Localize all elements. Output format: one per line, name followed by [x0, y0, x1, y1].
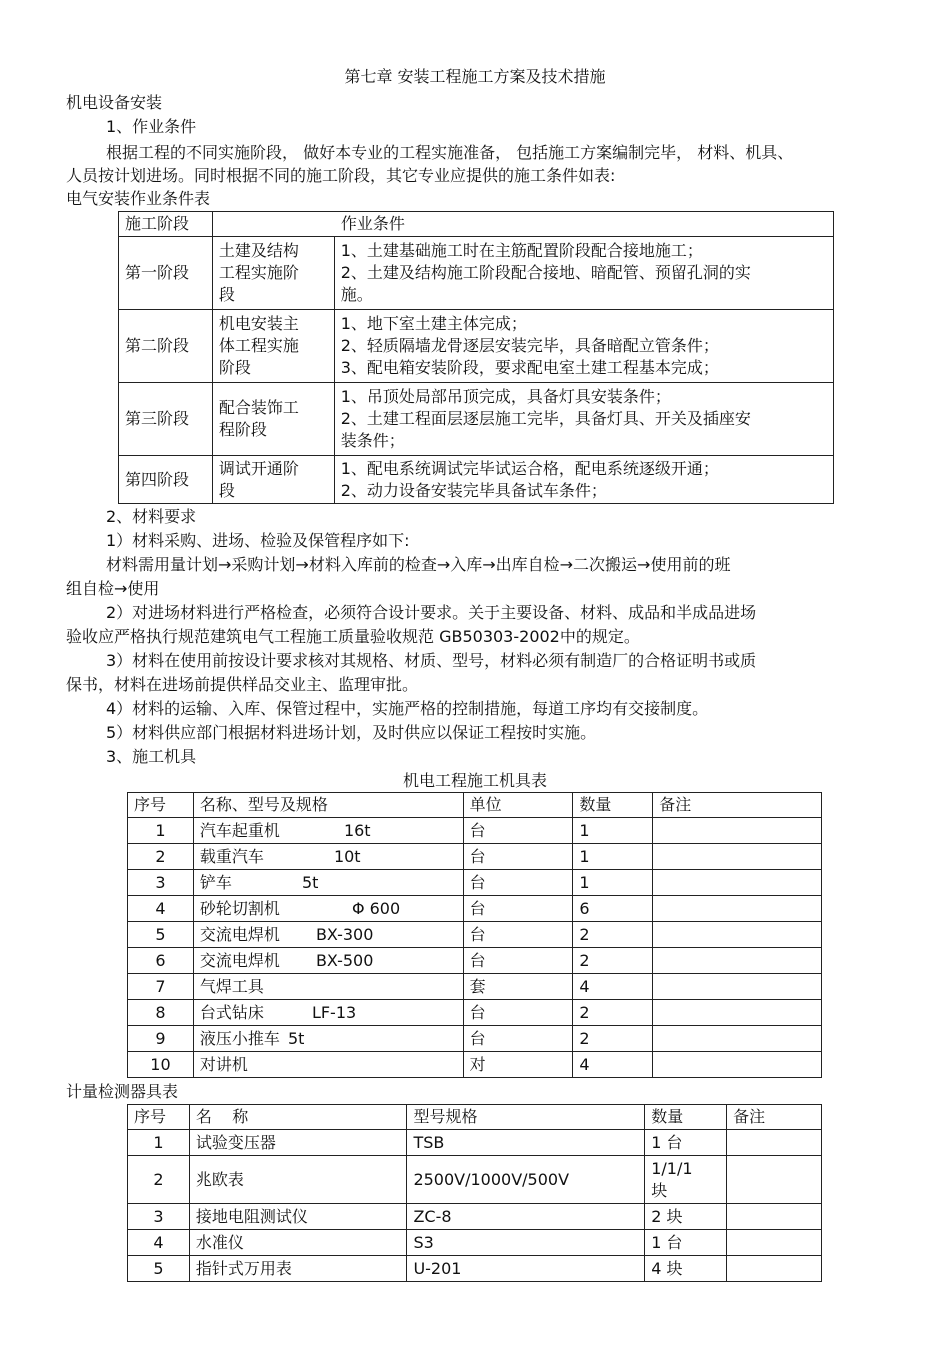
phase-cell: 机电安装主 体工程实施 阶段 [212, 310, 334, 383]
header-cell: 型号规格 [407, 1105, 645, 1130]
header-cell: 施工阶段 [119, 212, 213, 237]
no-cell: 3 [128, 870, 194, 896]
paragraph-line: 5）材料供应部门根据材料进场计划，及时供应以保证工程按时实施。 [106, 723, 597, 742]
table-caption-instruments: 计量检测器具表 [66, 1082, 179, 1101]
header-cell: 单位 [463, 793, 573, 818]
qty-cell: 2 [573, 1026, 653, 1052]
unit-cell: 对 [463, 1052, 573, 1078]
note-cell [727, 1230, 822, 1256]
name-cell: 铲车 5t [193, 870, 463, 896]
no-cell: 8 [128, 1000, 194, 1026]
note-cell [653, 1052, 822, 1078]
table-row [128, 1256, 822, 1282]
no-cell: 4 [128, 896, 194, 922]
qty-cell: 2 块 [645, 1204, 727, 1230]
table-row [128, 922, 822, 948]
header-cell: 名称、型号及规格 [193, 793, 463, 818]
conditions-cell: 1、配电系统调试完毕试运合格，配电系统逐级开通； 2、动力设备安装完毕具备试车条件； [334, 456, 833, 504]
name-cell: 兆欧表 [189, 1156, 407, 1204]
unit-cell: 台 [463, 896, 573, 922]
table-row [128, 1230, 822, 1256]
qty-cell: 1 台 [645, 1230, 727, 1256]
table-header-row [128, 1105, 822, 1130]
table-row [119, 383, 834, 456]
phase-cell: 配合装饰工 程阶段 [212, 383, 334, 456]
name-cell: 水准仪 [189, 1230, 407, 1256]
table-row [128, 818, 822, 844]
name-cell: 交流电焊机 BX-300 [193, 922, 463, 948]
table-row [128, 948, 822, 974]
no-cell: 1 [128, 1130, 190, 1156]
table-header-row [119, 212, 834, 237]
unit-cell: 台 [463, 870, 573, 896]
no-cell: 9 [128, 1026, 194, 1052]
table-caption-electrical-conditions: 电气安装作业条件表 [66, 189, 211, 208]
unit-cell: 套 [463, 974, 573, 1000]
table-row [128, 896, 822, 922]
table-header-row [128, 793, 822, 818]
table-row [119, 310, 834, 383]
phase-cell: 土建及结构 工程实施阶 段 [212, 237, 334, 310]
no-cell: 5 [128, 1256, 190, 1282]
note-cell [653, 974, 822, 1000]
unit-cell: 台 [463, 818, 573, 844]
qty-cell: 2 [573, 922, 653, 948]
paragraph-line: 验收应严格执行规范建筑电气工程施工质量验收规范 GB50303-2002中的规定。 [66, 627, 640, 646]
heading-material-requirements: 2、材料要求 [106, 507, 197, 526]
table-row [128, 1204, 822, 1230]
heading-tools: 3、施工机具 [106, 747, 197, 766]
note-cell [653, 1026, 822, 1052]
table-caption-tools: 机电工程施工机具表 [402, 771, 547, 790]
name-cell: 台式钻床 LF-13 [193, 1000, 463, 1026]
unit-cell: 台 [463, 1026, 573, 1052]
stage-cell: 第二阶段 [119, 310, 213, 383]
unit-cell: 台 [463, 844, 573, 870]
name-cell: 液压小推车 5t [193, 1026, 463, 1052]
qty-cell: 4 [573, 1052, 653, 1078]
model-cell: 2500V/1000V/500V [407, 1156, 645, 1204]
heading-work-conditions: 1、作业条件 [106, 117, 197, 136]
header-cell: 数量 [573, 793, 653, 818]
table-row [128, 1052, 822, 1078]
table-row [128, 1130, 822, 1156]
phase-cell: 调试开通阶 段 [212, 456, 334, 504]
paragraph-line: 根据工程的不同实施阶段， 做好本专业的工程实施准备， 包括施工方案编制完毕， 材料、机具、 [106, 143, 794, 162]
table-row [119, 456, 834, 504]
paragraph-line: 人员按计划进场。同时根据不同的施工阶段，其它专业应提供的施工条件如表: [66, 166, 616, 185]
header-cell: 名 称 [189, 1105, 407, 1130]
note-cell [727, 1130, 822, 1156]
stage-cell: 第一阶段 [119, 237, 213, 310]
paragraph-line: 2）对进场材料进行严格检查，必须符合设计要求。关于主要设备、材料、成品和半成品进场 [106, 603, 757, 622]
no-cell: 5 [128, 922, 194, 948]
no-cell: 3 [128, 1204, 190, 1230]
paragraph-line: 3）材料在使用前按设计要求核对其规格、材质、型号，材料必须有制造厂的合格证明书或质 [106, 651, 757, 670]
note-cell [653, 844, 822, 870]
name-cell: 交流电焊机 BX-500 [193, 948, 463, 974]
table-row [128, 1026, 822, 1052]
stage-cell: 第三阶段 [119, 383, 213, 456]
qty-cell: 2 [573, 1000, 653, 1026]
model-cell: U-201 [407, 1256, 645, 1282]
model-cell: S3 [407, 1230, 645, 1256]
chapter-title: 第七章 安装工程施工方案及技术措施 [344, 67, 606, 86]
model-cell: TSB [407, 1130, 645, 1156]
qty-cell: 1 [573, 818, 653, 844]
note-cell [653, 1000, 822, 1026]
qty-cell: 2 [573, 948, 653, 974]
table-row [128, 844, 822, 870]
table-row [128, 870, 822, 896]
paragraph-line: 1）材料采购、进场、检验及保管程序如下: [106, 531, 410, 550]
name-cell: 气焊工具 [193, 974, 463, 1000]
model-cell: ZC-8 [407, 1204, 645, 1230]
stage-cell: 第四阶段 [119, 456, 213, 504]
note-cell [653, 870, 822, 896]
qty-cell: 4 块 [645, 1256, 727, 1282]
conditions-cell: 1、土建基础施工时在主筋配置阶段配合接地施工； 2、土建及结构施工阶段配合接地、暗配管、预留孔洞的实 施。 [334, 237, 833, 310]
no-cell: 7 [128, 974, 194, 1000]
header-cell: 备注 [653, 793, 822, 818]
no-cell: 2 [128, 1156, 190, 1204]
note-cell [653, 922, 822, 948]
unit-cell: 台 [463, 922, 573, 948]
section-title: 机电设备安装 [66, 93, 163, 112]
paragraph-line: 4）材料的运输、入库、保管过程中，实施严格的控制措施，每道工序均有交接制度。 [106, 699, 709, 718]
no-cell: 6 [128, 948, 194, 974]
no-cell: 2 [128, 844, 194, 870]
note-cell [653, 948, 822, 974]
qty-cell: 6 [573, 896, 653, 922]
qty-cell: 1 [573, 844, 653, 870]
header-cell: 备注 [727, 1105, 822, 1130]
header-cell: 序号 [128, 1105, 190, 1130]
unit-cell: 台 [463, 1000, 573, 1026]
qty-cell: 1 台 [645, 1130, 727, 1156]
name-cell: 对讲机 [193, 1052, 463, 1078]
note-cell [653, 818, 822, 844]
table-row [128, 974, 822, 1000]
no-cell: 1 [128, 818, 194, 844]
no-cell: 4 [128, 1230, 190, 1256]
note-cell [727, 1204, 822, 1230]
table-row [119, 237, 834, 310]
name-cell: 汽车起重机 16t [193, 818, 463, 844]
paragraph-line: 保书，材料在进场前提供样品交业主、监理审批。 [66, 675, 419, 694]
header-cell: 数量 [645, 1105, 727, 1130]
conditions-cell: 1、吊顶处局部吊顶完成，具备灯具安装条件； 2、土建工程面层逐层施工完毕，具备灯具、开关及插座安 装条件； [334, 383, 833, 456]
conditions-cell: 1、地下室土建主体完成； 2、轻质隔墙龙骨逐层安装完毕，具备暗配立管条件； 3、配电箱安装阶段，要求配电室土建工程基本完成； [334, 310, 833, 383]
paragraph-line: 材料需用量计划→采购计划→材料入库前的检查→入库→出库自检→二次搬运→使用前的班 [106, 555, 731, 574]
electrical-conditions-table [118, 211, 834, 504]
name-cell: 砂轮切割机 Φ 600 [193, 896, 463, 922]
name-cell: 试验变压器 [189, 1130, 407, 1156]
qty-cell: 4 [573, 974, 653, 1000]
unit-cell: 台 [463, 948, 573, 974]
name-cell: 载重汽车 10t [193, 844, 463, 870]
note-cell [727, 1156, 822, 1204]
note-cell [653, 896, 822, 922]
tools-table [127, 792, 822, 1078]
no-cell: 10 [128, 1052, 194, 1078]
header-cell: 序号 [128, 793, 194, 818]
paragraph-line: 组自检→使用 [66, 579, 160, 598]
qty-cell: 1/1/1 块 [645, 1156, 727, 1204]
name-cell: 指针式万用表 [189, 1256, 407, 1282]
name-cell: 接地电阻测试仪 [189, 1204, 407, 1230]
instruments-table [127, 1104, 822, 1282]
note-cell [727, 1256, 822, 1282]
table-row [128, 1156, 822, 1204]
qty-cell: 1 [573, 870, 653, 896]
header-cell: 作业条件 [212, 212, 833, 237]
table-row [128, 1000, 822, 1026]
